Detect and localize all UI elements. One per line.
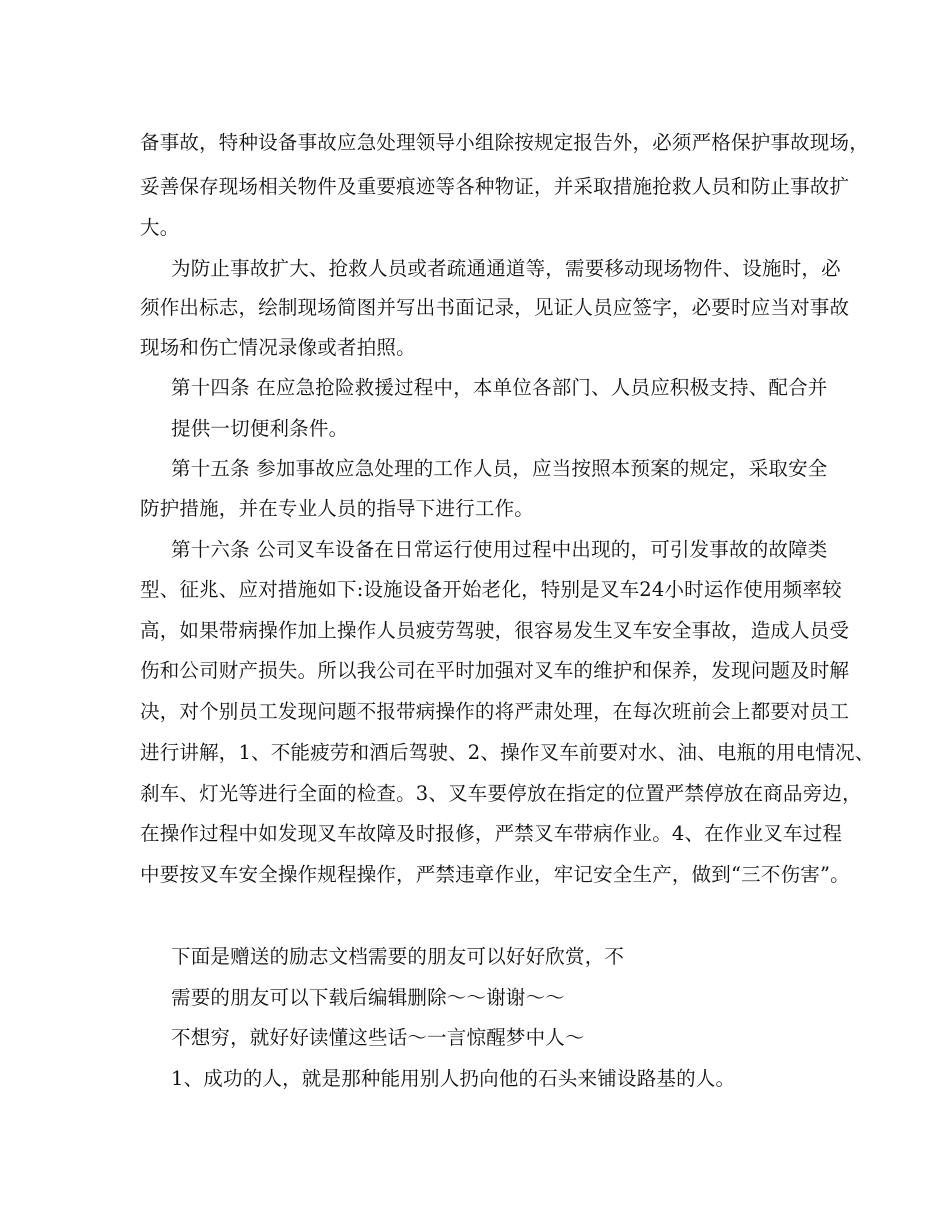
appendix-line: 不想穷，就好好读懂这些话～一言惊醒梦中人～	[171, 1026, 585, 1049]
article-16-line: 伤和公司财产损失。所以我公司在平时加强对叉车的维护和保养，发现问题及时解	[140, 659, 850, 682]
body-text-line: 大。	[140, 216, 180, 239]
body-text-line: 为防止事故扩大、抢救人员或者疏通通道等，需要移动现场物件、设施时，必	[171, 257, 841, 280]
body-text-line: 现场和伤亡情况录像或者拍照。	[140, 336, 416, 359]
article-14-line: 第十四条 在应急抢险救援过程中，本单位各部门、人员应积极支持、配合并	[171, 376, 828, 399]
article-16-line: 刹车、灯光等进行全面的检查。3、叉车要停放在指定的位置严禁停放在商品旁边，	[140, 782, 862, 805]
article-16-line: 在操作过程中如发现叉车故障及时报修，严禁叉车带病作业。4、在作业叉车过程	[140, 822, 843, 845]
body-text-line: 须作出标志，绘制现场简图并写出书面记录，见证人员应签字，必要时应当对事故	[140, 296, 850, 319]
body-text-line: 妥善保存现场相关物件及重要痕迹等各种物证，并采取措施抢救人员和防止事故扩	[140, 175, 850, 198]
article-16-line: 高，如果带病操作加上操作人员疲劳驾驶，很容易发生叉车安全事故，造成人员受	[140, 619, 850, 642]
article-16-line: 决，对个别员工发现问题不报带病操作的将严肃处理，在每次班前会上都要对员工	[140, 700, 850, 723]
body-text-line: 备事故，特种设备事故应急处理领导小组除按规定报告外，必须严格保护事故现场，	[140, 131, 869, 154]
article-16-line: 型、征兆、应对措施如下:设施设备开始老化，特别是叉车24小时运作使用频率较	[140, 578, 842, 601]
appendix-line: 需要的朋友可以下载后编辑删除～～谢谢～～	[171, 986, 566, 1009]
article-16-line: 进行讲解，1、不能疲劳和酒后驾驶、2、操作叉车前要对水、油、电瓶的用电情况、	[140, 741, 875, 764]
appendix-line: 1、成功的人，就是那种能用别人扔向他的石头来铺设路基的人。	[171, 1067, 736, 1090]
article-14-line: 提供一切便利条件。	[171, 417, 349, 440]
appendix-line: 下面是赠送的励志文档需要的朋友可以好好欣赏，不	[171, 945, 625, 968]
article-16-line: 中要按叉车安全操作规程操作，严禁违章作业，牢记安全生产，做到“三不伤害”。	[140, 863, 850, 886]
article-15-line: 防护措施，并在专业人员的指导下进行工作。	[140, 497, 535, 520]
article-16-line: 第十六条 公司叉车设备在日常运行使用过程中出现的，可引发事故的故障类	[171, 538, 828, 561]
article-15-line: 第十五条 参加事故应急处理的工作人员，应当按照本预案的规定，采取安全	[171, 457, 828, 480]
